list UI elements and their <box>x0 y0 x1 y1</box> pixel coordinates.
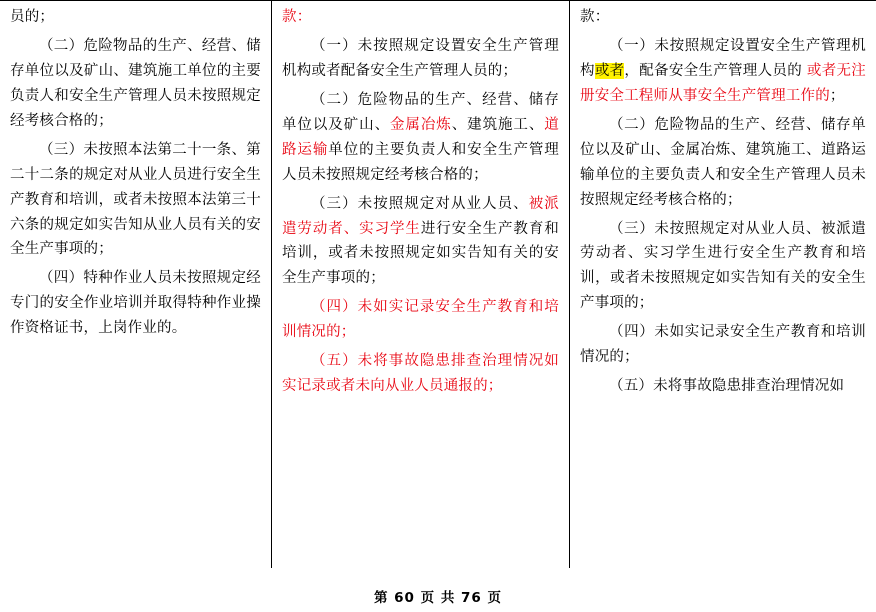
body-text: （三）未按照规定对从业人员、被派遣劳动者、实习学生进行安全生产教育和培训，或者未按照规定如实告知有关的安全生产事项的； <box>580 220 866 312</box>
paragraph <box>580 217 866 317</box>
body-text: 款： <box>580 9 610 25</box>
body-text: （二）危险物品的生产、经营、储存单位以及矿山、建筑施工单位的主要负责人和安全生产管理人员未按照规定经考核合格的； <box>10 37 261 129</box>
paragraph <box>282 295 559 345</box>
revision-text: 金属冶炼 <box>390 116 452 133</box>
paragraph <box>10 266 261 341</box>
body-text: （四）特种作业人员未按照规定经专门的安全作业培训并取得特种作业操作资格证书，上岗作业的。 <box>10 270 261 337</box>
body-text: 、建筑施工、 <box>451 116 545 133</box>
paragraph <box>282 88 559 188</box>
body-text: （二）危险物品的生产、经营、储存单位以及矿山、金属冶炼、建筑施工、道路运输单位的主要负责人和安全生产管理人员未按照规定经考核合格的； <box>580 116 866 208</box>
revision-text: 道路运输 <box>282 116 559 158</box>
body-text: （五）未将事故隐患排查治理情况如 <box>609 378 845 395</box>
paragraph <box>282 34 559 84</box>
column-right <box>570 1 876 568</box>
body-text: 员的； <box>10 9 55 25</box>
paragraph <box>580 113 866 213</box>
paragraph <box>282 5 559 30</box>
paragraph <box>282 349 559 399</box>
body-text: （三）未按照本法第二十一条、第二十二条的规定对从业人员进行安全生产教育和培训，或者未按照本法第三十六条的规定如实告知从业人员有关的安全生产事项的； <box>10 141 261 258</box>
body-text: ，配备安全生产管理人员的 <box>624 62 807 79</box>
paragraph <box>10 138 261 263</box>
revision-text: （四）未如实记录安全生产教育和培训情况的； <box>282 299 559 341</box>
column-left <box>0 1 272 568</box>
paragraph <box>10 5 261 30</box>
paragraph <box>580 5 866 30</box>
revision-text: （五）未将事故隐患排查治理情况如实记录或者未向从业人员通报的； <box>282 353 559 395</box>
body-text: （二）危险物品的生产、经营、储存单位以及矿山、 <box>282 91 559 133</box>
paragraph <box>580 34 866 109</box>
body-text: 进行安全生产教育和培训，或者未按照规定如实告知有关的安全生产事项的； <box>282 220 559 287</box>
revision-text: 被派遣劳动者、实习学生 <box>282 195 559 237</box>
paragraph <box>580 320 866 370</box>
body-text: （四）未如实记录安全生产教育和培训情况的； <box>580 324 866 366</box>
revision-text: 款： <box>282 9 312 25</box>
body-text: （一）未按照规定设 <box>311 37 451 54</box>
body-text: 安全生产管理机构或者配备安全生产管理人员的； <box>282 37 559 79</box>
column-middle <box>272 1 570 568</box>
highlighted-text: 或者 <box>594 62 625 79</box>
paragraph <box>10 34 261 134</box>
body-text: 单位的主要负责人和安全生产管理人员未按照规定经考核合格的； <box>282 141 559 183</box>
page-footer: 第 60 页 共 76 页 <box>373 590 503 606</box>
paragraph <box>282 192 559 292</box>
revision-text: 或者无注册安全工程师从事安全生产管理工作的 <box>580 62 866 104</box>
body-text: （一）未按照规定设置安全生产管理机构 <box>580 37 866 79</box>
body-text: 置 <box>450 37 467 54</box>
paragraph <box>580 374 866 399</box>
body-text: ； <box>829 87 845 104</box>
body-text: （三）未按照规定对从业人员、 <box>311 195 529 212</box>
